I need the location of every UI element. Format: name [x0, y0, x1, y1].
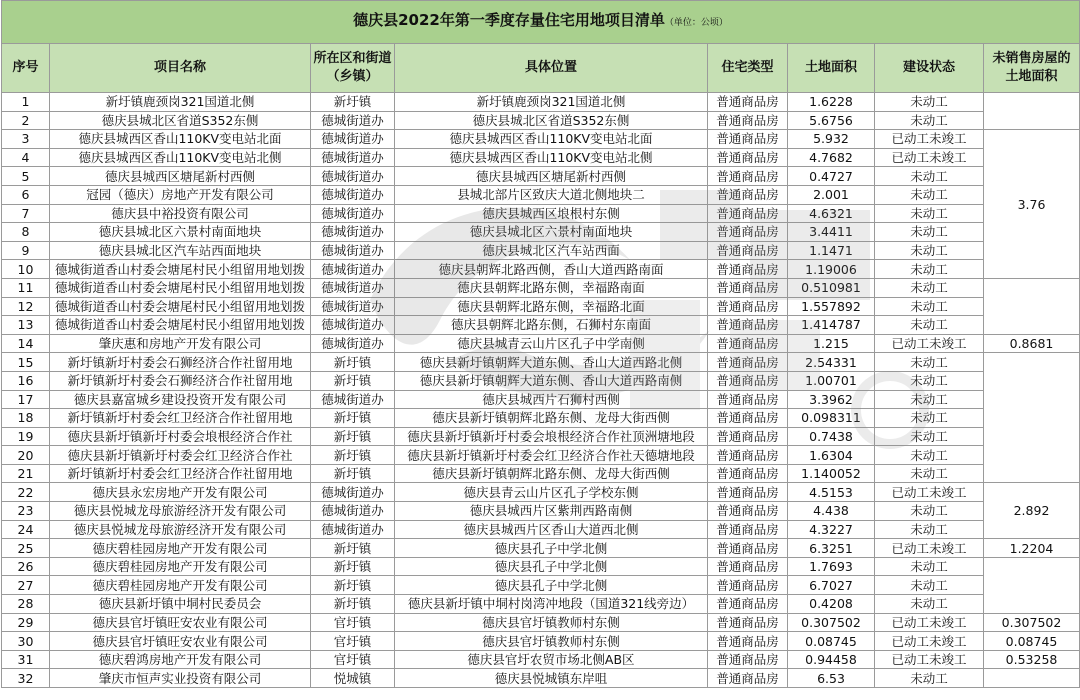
cell-unsold-area[interactable]: 2.892 — [984, 483, 1080, 539]
cell-housing-type[interactable]: 普通商品房 — [708, 167, 788, 186]
cell-housing-type[interactable]: 普通商品房 — [708, 334, 788, 353]
cell-district[interactable]: 新圩镇 — [311, 409, 395, 428]
cell-status[interactable]: 未动工 — [875, 669, 984, 688]
cell-unsold-area[interactable] — [984, 557, 1080, 613]
table-row[interactable] — [2, 278, 1080, 297]
header-unsold[interactable] — [984, 44, 1080, 93]
cell-location[interactable]: 德庆县新圩镇新圩村委会埌根经济合作社顶洲塘地段 — [395, 427, 708, 446]
cell-housing-type[interactable]: 普通商品房 — [708, 371, 788, 390]
cell-location[interactable]: 德庆县城北区六景村南面地块 — [395, 223, 708, 242]
cell-seq[interactable]: 27 — [2, 576, 50, 595]
table-row[interactable] — [2, 148, 1080, 167]
cell-district[interactable]: 德城街道办 — [311, 167, 395, 186]
cell-land-area[interactable]: 4.438 — [788, 502, 875, 521]
cell-unsold-area[interactable] — [984, 93, 1080, 130]
cell-seq[interactable]: 11 — [2, 278, 50, 297]
cell-land-area[interactable]: 1.7693 — [788, 557, 875, 576]
cell-project-name[interactable]: 德城街道香山村委会塘尾村民小组留用地划拨 — [50, 316, 311, 335]
cell-project-name[interactable]: 新圩镇新圩村委会红卫经济合作社留用地 — [50, 409, 311, 428]
cell-project-name[interactable]: 新圩镇新圩村委会石狮经济合作社留用地 — [50, 371, 311, 390]
cell-housing-type[interactable]: 普通商品房 — [708, 632, 788, 651]
cell-project-name[interactable]: 德庆县新圩镇新圩村委会红卫经济合作社 — [50, 446, 311, 465]
cell-land-area[interactable]: 1.19006 — [788, 260, 875, 279]
header-unsold-line1: 未销售房屋的 — [992, 51, 1071, 66]
cell-status[interactable]: 未动工 — [875, 297, 984, 316]
table-row[interactable] — [2, 669, 1080, 688]
cell-housing-type[interactable]: 普通商品房 — [708, 613, 788, 632]
cell-status[interactable]: 已动工未竣工 — [875, 632, 984, 651]
cell-location[interactable]: 县城北部片区致庆大道北侧地块二 — [395, 185, 708, 204]
cell-housing-type[interactable]: 普通商品房 — [708, 483, 788, 502]
cell-unsold-area[interactable]: 0.307502 — [984, 613, 1080, 632]
cell-housing-type[interactable]: 普通商品房 — [708, 409, 788, 428]
header-location[interactable]: 具体位置 — [395, 44, 708, 93]
cell-district[interactable]: 官圩镇 — [311, 613, 395, 632]
table-row[interactable] — [2, 223, 1080, 242]
cell-district[interactable]: 德城街道办 — [311, 111, 395, 130]
table-row[interactable] — [2, 409, 1080, 428]
cell-seq[interactable]: 4 — [2, 148, 50, 167]
table-row[interactable] — [2, 316, 1080, 335]
cell-seq[interactable]: 32 — [2, 669, 50, 688]
cell-project-name[interactable]: 新圩镇鹿颈岗321国道北侧 — [50, 93, 311, 112]
cell-project-name[interactable]: 德庆县新圩镇新圩村委会埌根经济合作社 — [50, 427, 311, 446]
cell-district[interactable]: 德城街道办 — [311, 297, 395, 316]
cell-land-area[interactable]: 3.4411 — [788, 223, 875, 242]
cell-district[interactable]: 新圩镇 — [311, 93, 395, 112]
cell-seq[interactable]: 23 — [2, 502, 50, 521]
cell-project-name[interactable]: 德庆县官圩镇旺安农业有限公司 — [50, 613, 311, 632]
cell-status[interactable]: 未动工 — [875, 390, 984, 409]
cell-land-area[interactable]: 0.098311 — [788, 409, 875, 428]
cell-seq[interactable]: 24 — [2, 520, 50, 539]
cell-unsold-area[interactable]: 0.8681 — [984, 334, 1080, 353]
cell-district[interactable]: 新圩镇 — [311, 371, 395, 390]
cell-location[interactable]: 德庆县孔子中学北侧 — [395, 557, 708, 576]
header-district-line2: （乡镇） — [326, 69, 379, 84]
cell-status[interactable]: 未动工 — [875, 595, 984, 614]
cell-land-area[interactable]: 0.08745 — [788, 632, 875, 651]
table-row[interactable] — [2, 167, 1080, 186]
cell-unsold-area[interactable] — [984, 669, 1080, 688]
header-area[interactable]: 土地面积 — [788, 44, 875, 93]
cell-land-area[interactable]: 5.932 — [788, 130, 875, 149]
cell-location[interactable]: 德庆县城西片石狮村西侧 — [395, 390, 708, 409]
cell-land-area[interactable]: 3.3962 — [788, 390, 875, 409]
cell-status[interactable]: 未动工 — [875, 316, 984, 335]
cell-unsold-area[interactable]: 0.08745 — [984, 632, 1080, 651]
cell-housing-type[interactable]: 普通商品房 — [708, 520, 788, 539]
cell-unsold-area[interactable] — [984, 278, 1080, 334]
cell-land-area[interactable]: 1.215 — [788, 334, 875, 353]
table-row[interactable] — [2, 446, 1080, 465]
table-row[interactable] — [2, 297, 1080, 316]
cell-seq[interactable]: 10 — [2, 260, 50, 279]
cell-land-area[interactable]: 4.5153 — [788, 483, 875, 502]
cell-seq[interactable]: 9 — [2, 241, 50, 260]
cell-land-area[interactable]: 1.6304 — [788, 446, 875, 465]
cell-district[interactable]: 新圩镇 — [311, 595, 395, 614]
cell-seq[interactable]: 28 — [2, 595, 50, 614]
cell-location[interactable]: 德庆县朝辉北路西侧，香山大道西路南面 — [395, 260, 708, 279]
cell-location[interactable]: 德庆县新圩镇朝辉大道东侧、香山大道西路南侧 — [395, 371, 708, 390]
cell-housing-type[interactable]: 普通商品房 — [708, 390, 788, 409]
cell-status[interactable]: 未动工 — [875, 93, 984, 112]
cell-project-name[interactable]: 德城街道香山村委会塘尾村民小组留用地划拨 — [50, 278, 311, 297]
cell-district[interactable]: 德城街道办 — [311, 316, 395, 335]
cell-land-area[interactable]: 6.3251 — [788, 539, 875, 558]
cell-project-name[interactable]: 德庆碧桂园房地产开发有限公司 — [50, 576, 311, 595]
cell-seq[interactable]: 1 — [2, 93, 50, 112]
cell-location[interactable]: 德庆县新圩镇中垌村岗湾冲地段（国道321线旁边） — [395, 595, 708, 614]
cell-district[interactable]: 新圩镇 — [311, 427, 395, 446]
cell-status[interactable]: 未动工 — [875, 409, 984, 428]
cell-location[interactable]: 德庆县新圩镇朝辉大道东侧、香山大道西路北侧 — [395, 353, 708, 372]
cell-housing-type[interactable]: 普通商品房 — [708, 185, 788, 204]
cell-status[interactable]: 未动工 — [875, 427, 984, 446]
cell-housing-type[interactable]: 普通商品房 — [708, 130, 788, 149]
cell-location[interactable]: 德庆县官圩农贸市场北侧AB区 — [395, 650, 708, 669]
cell-project-name[interactable]: 肇庆市恒声实业投资有限公司 — [50, 669, 311, 688]
cell-land-area[interactable]: 2.001 — [788, 185, 875, 204]
cell-district[interactable]: 德城街道办 — [311, 148, 395, 167]
cell-status[interactable]: 未动工 — [875, 353, 984, 372]
cell-land-area[interactable]: 0.4208 — [788, 595, 875, 614]
cell-project-name[interactable]: 德庆县城北区省道S352东侧 — [50, 111, 311, 130]
cell-district[interactable]: 德城街道办 — [311, 520, 395, 539]
cell-status[interactable]: 已动工未竣工 — [875, 148, 984, 167]
cell-location[interactable]: 德庆县城北区汽车站西面 — [395, 241, 708, 260]
cell-unsold-area[interactable]: 0.53258 — [984, 650, 1080, 669]
cell-status[interactable]: 未动工 — [875, 278, 984, 297]
cell-project-name[interactable]: 德庆碧桂园房地产开发有限公司 — [50, 539, 311, 558]
cell-housing-type[interactable]: 普通商品房 — [708, 111, 788, 130]
cell-location[interactable]: 德庆县城西区香山110KV变电站北面 — [395, 130, 708, 149]
cell-project-name[interactable]: 德庆县嘉富城乡建设投资开发有限公司 — [50, 390, 311, 409]
cell-land-area[interactable]: 4.6321 — [788, 204, 875, 223]
cell-status[interactable]: 未动工 — [875, 260, 984, 279]
cell-seq[interactable]: 17 — [2, 390, 50, 409]
cell-unsold-area[interactable]: 1.2204 — [984, 539, 1080, 558]
land-list-table — [1, 0, 1080, 688]
cell-housing-type[interactable]: 普通商品房 — [708, 446, 788, 465]
cell-seq[interactable]: 21 — [2, 464, 50, 483]
cell-housing-type[interactable]: 普通商品房 — [708, 464, 788, 483]
cell-land-area[interactable]: 4.7682 — [788, 148, 875, 167]
cell-seq[interactable]: 6 — [2, 185, 50, 204]
cell-land-area[interactable]: 1.140052 — [788, 464, 875, 483]
table-row[interactable] — [2, 334, 1080, 353]
cell-housing-type[interactable]: 普通商品房 — [708, 93, 788, 112]
table-row[interactable] — [2, 371, 1080, 390]
cell-project-name[interactable]: 德庆县悦城龙母旅游经济开发有限公司 — [50, 502, 311, 521]
cell-status[interactable]: 未动工 — [875, 371, 984, 390]
cell-district[interactable]: 德城街道办 — [311, 502, 395, 521]
cell-seq[interactable]: 31 — [2, 650, 50, 669]
cell-status[interactable]: 已动工未竣工 — [875, 650, 984, 669]
cell-land-area[interactable]: 0.510981 — [788, 278, 875, 297]
cell-location[interactable]: 德庆县城西区埌根村东侧 — [395, 204, 708, 223]
table-row[interactable] — [2, 650, 1080, 669]
cell-project-name[interactable]: 德庆县城西区塘尾新村西侧 — [50, 167, 311, 186]
cell-location[interactable]: 新圩镇鹿颈岗321国道北侧 — [395, 93, 708, 112]
cell-district[interactable]: 官圩镇 — [311, 632, 395, 651]
table-row[interactable] — [2, 130, 1080, 149]
cell-housing-type[interactable]: 普通商品房 — [708, 650, 788, 669]
cell-housing-type[interactable]: 普通商品房 — [708, 297, 788, 316]
cell-location[interactable]: 德庆县悦城镇东岸咀 — [395, 669, 708, 688]
cell-project-name[interactable]: 新圩镇新圩村委会红卫经济合作社留用地 — [50, 464, 311, 483]
cell-housing-type[interactable]: 普通商品房 — [708, 204, 788, 223]
cell-district[interactable]: 新圩镇 — [311, 353, 395, 372]
cell-project-name[interactable]: 德庆碧鸿房地产开发有限公司 — [50, 650, 311, 669]
cell-housing-type[interactable]: 普通商品房 — [708, 576, 788, 595]
cell-project-name[interactable]: 德庆县城北区汽车站西面地块 — [50, 241, 311, 260]
cell-location[interactable]: 德庆县朝辉北路东侧，石狮村东南面 — [395, 316, 708, 335]
cell-location[interactable]: 德庆县城西区塘尾新村西侧 — [395, 167, 708, 186]
cell-housing-type[interactable]: 普通商品房 — [708, 669, 788, 688]
cell-seq[interactable]: 25 — [2, 539, 50, 558]
cell-seq[interactable]: 16 — [2, 371, 50, 390]
cell-location[interactable]: 德庆县朝辉北路东侧，幸福路北面 — [395, 297, 708, 316]
cell-housing-type[interactable]: 普通商品房 — [708, 539, 788, 558]
table-row[interactable] — [2, 595, 1080, 614]
cell-land-area[interactable]: 0.94458 — [788, 650, 875, 669]
cell-land-area[interactable]: 1.6228 — [788, 93, 875, 112]
cell-district[interactable]: 德城街道办 — [311, 483, 395, 502]
cell-seq[interactable]: 8 — [2, 223, 50, 242]
cell-seq[interactable]: 20 — [2, 446, 50, 465]
cell-project-name[interactable]: 德庆县悦城龙母旅游经济开发有限公司 — [50, 520, 311, 539]
table-row[interactable] — [2, 539, 1080, 558]
table-row[interactable] — [2, 353, 1080, 372]
cell-district[interactable]: 德城街道办 — [311, 204, 395, 223]
cell-land-area[interactable]: 0.4727 — [788, 167, 875, 186]
cell-land-area[interactable]: 2.54331 — [788, 353, 875, 372]
cell-project-name[interactable]: 肇庆惠和房地产开发有限公司 — [50, 334, 311, 353]
cell-land-area[interactable]: 0.307502 — [788, 613, 875, 632]
cell-district[interactable]: 德城街道办 — [311, 278, 395, 297]
cell-district[interactable]: 德城街道办 — [311, 185, 395, 204]
table-row[interactable] — [2, 93, 1080, 112]
table-row[interactable] — [2, 260, 1080, 279]
cell-district[interactable]: 新圩镇 — [311, 557, 395, 576]
cell-project-name[interactable]: 德庆县官圩镇旺安农业有限公司 — [50, 632, 311, 651]
unit-note: （单位：公顷） — [664, 18, 728, 28]
table-row[interactable] — [2, 502, 1080, 521]
cell-seq[interactable]: 30 — [2, 632, 50, 651]
cell-status[interactable]: 未动工 — [875, 241, 984, 260]
cell-seq[interactable]: 22 — [2, 483, 50, 502]
cell-housing-type[interactable]: 普通商品房 — [708, 148, 788, 167]
cell-seq[interactable]: 12 — [2, 297, 50, 316]
cell-project-name[interactable]: 德庆县中裕投资有限公司 — [50, 204, 311, 223]
header-name[interactable]: 项目名称 — [50, 44, 311, 93]
cell-district[interactable]: 德城街道办 — [311, 260, 395, 279]
cell-status[interactable]: 已动工未竣工 — [875, 483, 984, 502]
cell-location[interactable]: 德庆县新圩镇朝辉北路东侧、龙母大街西侧 — [395, 409, 708, 428]
cell-seq[interactable]: 26 — [2, 557, 50, 576]
cell-district[interactable]: 德城街道办 — [311, 223, 395, 242]
cell-seq[interactable]: 29 — [2, 613, 50, 632]
cell-location[interactable]: 德庆县城西片区香山大道西北侧 — [395, 520, 708, 539]
cell-status[interactable]: 已动工未竣工 — [875, 130, 984, 149]
table-row[interactable] — [2, 464, 1080, 483]
cell-district[interactable]: 德城街道办 — [311, 130, 395, 149]
cell-district[interactable]: 德城街道办 — [311, 390, 395, 409]
cell-district[interactable]: 官圩镇 — [311, 650, 395, 669]
cell-location[interactable]: 德庆县官圩镇教师村东侧 — [395, 613, 708, 632]
cell-seq[interactable]: 14 — [2, 334, 50, 353]
cell-land-area[interactable]: 1.414787 — [788, 316, 875, 335]
header-seq[interactable]: 序号 — [2, 44, 50, 93]
cell-seq[interactable]: 18 — [2, 409, 50, 428]
cell-status[interactable]: 未动工 — [875, 167, 984, 186]
cell-location[interactable]: 德庆县城青云山片区孔子中学南侧 — [395, 334, 708, 353]
table-row[interactable] — [2, 111, 1080, 130]
header-unsold-line2: 土地面积 — [1005, 69, 1058, 84]
table-row[interactable] — [2, 632, 1080, 651]
cell-district[interactable]: 悦城镇 — [311, 669, 395, 688]
cell-housing-type[interactable]: 普通商品房 — [708, 260, 788, 279]
table-row[interactable] — [2, 483, 1080, 502]
cell-location[interactable]: 德庆县城西片区紫荆西路南侧 — [395, 502, 708, 521]
cell-project-name[interactable]: 德庆县城北区六景村南面地块 — [50, 223, 311, 242]
table-title-cell[interactable] — [2, 1, 1080, 44]
cell-housing-type[interactable]: 普通商品房 — [708, 353, 788, 372]
cell-project-name[interactable]: 德庆县城西区香山110KV变电站北面 — [50, 130, 311, 149]
cell-status[interactable]: 未动工 — [875, 446, 984, 465]
cell-housing-type[interactable]: 普通商品房 — [708, 557, 788, 576]
table-body — [2, 93, 1080, 688]
cell-unsold-area[interactable] — [984, 353, 1080, 483]
cell-land-area[interactable]: 6.53 — [788, 669, 875, 688]
header-row — [2, 44, 1080, 93]
header-status[interactable]: 建设状态 — [875, 44, 984, 93]
cell-land-area[interactable]: 1.1471 — [788, 241, 875, 260]
cell-location[interactable]: 德庆县孔子中学北侧 — [395, 539, 708, 558]
cell-unsold-area[interactable]: 3.76 — [984, 130, 1080, 279]
header-type[interactable]: 住宅类型 — [708, 44, 788, 93]
cell-location[interactable]: 德庆县官圩镇教师村东侧 — [395, 632, 708, 651]
cell-seq[interactable]: 5 — [2, 167, 50, 186]
header-district[interactable] — [311, 44, 395, 93]
cell-land-area[interactable]: 0.7438 — [788, 427, 875, 446]
cell-district[interactable]: 新圩镇 — [311, 576, 395, 595]
cell-status[interactable]: 未动工 — [875, 204, 984, 223]
table-row[interactable] — [2, 576, 1080, 595]
cell-district[interactable]: 德城街道办 — [311, 334, 395, 353]
table-row[interactable] — [2, 427, 1080, 446]
table-row[interactable] — [2, 520, 1080, 539]
cell-housing-type[interactable]: 普通商品房 — [708, 278, 788, 297]
cell-district[interactable]: 新圩镇 — [311, 539, 395, 558]
cell-location[interactable]: 德庆县新圩镇新圩村委会红卫经济合作社天德塘地段 — [395, 446, 708, 465]
header-district-line1: 所在区和街道 — [313, 51, 392, 66]
cell-location[interactable]: 德庆县孔子中学北侧 — [395, 576, 708, 595]
cell-status[interactable]: 未动工 — [875, 223, 984, 242]
cell-housing-type[interactable]: 普通商品房 — [708, 241, 788, 260]
cell-housing-type[interactable]: 普通商品房 — [708, 595, 788, 614]
cell-status[interactable]: 未动工 — [875, 502, 984, 521]
cell-district[interactable]: 新圩镇 — [311, 464, 395, 483]
table-row[interactable] — [2, 185, 1080, 204]
cell-seq[interactable]: 2 — [2, 111, 50, 130]
cell-district[interactable]: 新圩镇 — [311, 446, 395, 465]
cell-status[interactable]: 未动工 — [875, 576, 984, 595]
cell-housing-type[interactable]: 普通商品房 — [708, 427, 788, 446]
cell-housing-type[interactable]: 普通商品房 — [708, 316, 788, 335]
cell-status[interactable]: 未动工 — [875, 464, 984, 483]
cell-status[interactable]: 未动工 — [875, 557, 984, 576]
cell-location[interactable]: 德庆县城西区香山110KV变电站北侧 — [395, 148, 708, 167]
cell-status[interactable]: 已动工未竣工 — [875, 539, 984, 558]
cell-status[interactable]: 未动工 — [875, 111, 984, 130]
cell-location[interactable]: 德庆县城北区省道S352东侧 — [395, 111, 708, 130]
cell-status[interactable]: 未动工 — [875, 185, 984, 204]
cell-project-name[interactable]: 德城街道香山村委会塘尾村民小组留用地划拨 — [50, 260, 311, 279]
table-row[interactable] — [2, 613, 1080, 632]
cell-seq[interactable]: 13 — [2, 316, 50, 335]
cell-location[interactable]: 德庆县朝辉北路东侧，幸福路南面 — [395, 278, 708, 297]
table-row[interactable] — [2, 241, 1080, 260]
cell-housing-type[interactable]: 普通商品房 — [708, 502, 788, 521]
table-row[interactable] — [2, 204, 1080, 223]
cell-status[interactable]: 已动工未竣工 — [875, 334, 984, 353]
cell-project-name[interactable]: 德庆县永宏房地产开发有限公司 — [50, 483, 311, 502]
cell-land-area[interactable]: 1.00701 — [788, 371, 875, 390]
table-title: 德庆县2022年第一季度存量住宅用地项目清单 — [353, 11, 665, 29]
cell-housing-type[interactable]: 普通商品房 — [708, 223, 788, 242]
cell-land-area[interactable]: 6.7027 — [788, 576, 875, 595]
cell-seq[interactable]: 19 — [2, 427, 50, 446]
cell-project-name[interactable]: 德城街道香山村委会塘尾村民小组留用地划拨 — [50, 297, 311, 316]
cell-land-area[interactable]: 1.557892 — [788, 297, 875, 316]
cell-land-area[interactable]: 4.3227 — [788, 520, 875, 539]
table-row[interactable] — [2, 390, 1080, 409]
cell-location[interactable]: 德庆县新圩镇朝辉北路东侧、龙母大街西侧 — [395, 464, 708, 483]
table-row[interactable] — [2, 557, 1080, 576]
cell-status[interactable]: 未动工 — [875, 520, 984, 539]
cell-location[interactable]: 德庆县青云山片区孔子学校东侧 — [395, 483, 708, 502]
cell-district[interactable]: 德城街道办 — [311, 241, 395, 260]
cell-project-name[interactable]: 德庆县新圩镇中垌村民委员会 — [50, 595, 311, 614]
cell-project-name[interactable]: 冠园（德庆）房地产开发有限公司 — [50, 185, 311, 204]
cell-land-area[interactable]: 5.6756 — [788, 111, 875, 130]
cell-seq[interactable]: 15 — [2, 353, 50, 372]
cell-seq[interactable]: 3 — [2, 130, 50, 149]
title-row — [2, 1, 1080, 44]
cell-project-name[interactable]: 德庆碧桂园房地产开发有限公司 — [50, 557, 311, 576]
cell-project-name[interactable]: 德庆县城西区香山110KV变电站北侧 — [50, 148, 311, 167]
cell-project-name[interactable]: 新圩镇新圩村委会石狮经济合作社留用地 — [50, 353, 311, 372]
cell-status[interactable]: 已动工未竣工 — [875, 613, 984, 632]
cell-seq[interactable]: 7 — [2, 204, 50, 223]
